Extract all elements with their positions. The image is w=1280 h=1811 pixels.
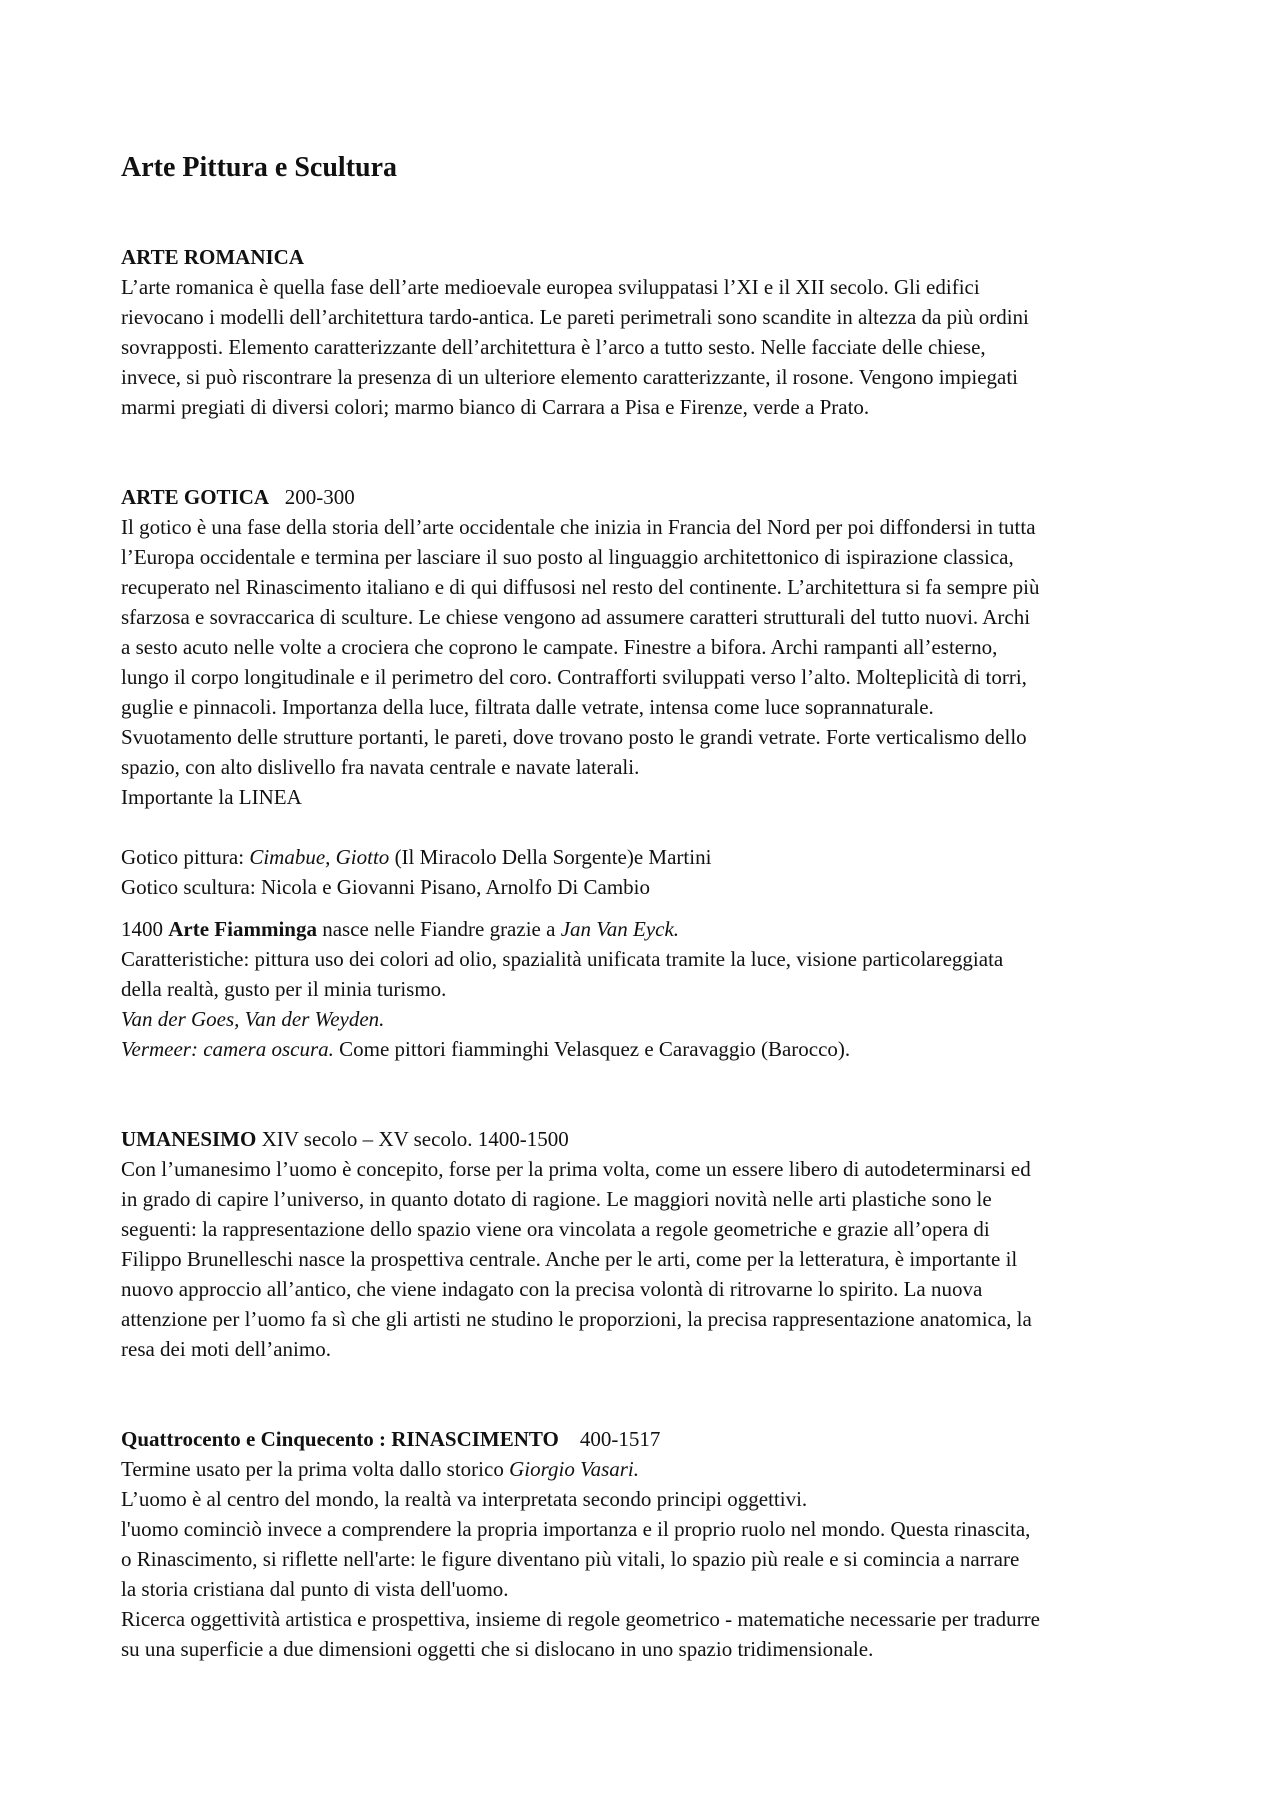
heading-gotica: ARTE GOTICA <box>121 485 270 509</box>
paragraph-line: seguenti: la rappresentazione dello spazio viene ora vincolata a regole geometriche e grazie all’opera di <box>121 1217 990 1241</box>
paragraph-line: invece, si può riscontrare la presenza di un ulteriore elemento caratterizzante, il rosone. Vengono impiegati <box>121 365 1019 389</box>
paragraph-line: guglie e pinnacoli. Importanza della luce, filtrata dalle vetrate, intensa come luce soprannaturale. <box>121 695 934 719</box>
paragraph-line: Van der Goes, Van der Weyden. <box>121 1007 385 1031</box>
heading-umanesimo: UMANESIMO <box>121 1127 257 1151</box>
years-gotica: 200-300 <box>284 485 355 509</box>
gotico-scultura-line: Gotico scultura: Nicola e Giovanni Pisano, Arnolfo Di Cambio <box>121 875 650 899</box>
paragraph-line: Con l’umanesimo l’uomo è concepito, forse per la prima volta, come un essere libero di autodeterminarsi ed <box>121 1157 1031 1181</box>
paragraph-line: Ricerca oggettività artistica e prospettiva, insieme di regole geometrico - matematiche necessarie per tradurre <box>121 1607 1040 1631</box>
paragraph-line: Importante la LINEA <box>121 785 302 809</box>
paragraph-line: lungo il corpo longitudinale e il perimetro del coro. Contrafforti sviluppati verso l’alto. Molteplicità di torri, <box>121 665 1027 689</box>
heading-fiamminga: Arte Fiamminga <box>168 917 317 941</box>
gotico-pittura-artists: Cimabue, Giotto <box>249 845 390 869</box>
paragraph-line: Caratteristiche: pittura uso dei colori ad olio, spazialità unificata tramite la luce, visione particolareggiata <box>121 947 1004 971</box>
paragraph-line: la storia cristiana dal punto di vista dell'uomo. <box>121 1577 509 1601</box>
paragraph-line: L’uomo è al centro del mondo, la realtà va interpretata secondo principi oggettivi. <box>121 1487 808 1511</box>
paragraph-line: l’Europa occidentale e termina per lasciare il suo posto al linguaggio architettonico di ispirazione classica, <box>121 545 1014 569</box>
paragraph-line: spazio, con alto dislivello fra navata centrale e navate laterali. <box>121 755 640 779</box>
paragraph-line: l'uomo cominciò invece a comprendere la propria importanza e il proprio ruolo nel mondo. Questa rinascita, <box>121 1517 1031 1541</box>
paragraph-line: sovrapposti. Elemento caratterizzante dell’architettura è l’arco a tutto sesto. Nelle facciate delle chiese, <box>121 335 986 359</box>
paragraph-line: sfarzosa e sovraccarica di sculture. Le chiese vengono ad assumere caratteri strutturali del tutto nuovi. Archi <box>121 605 1031 629</box>
heading-rinascimento: Quattrocento e Cinquecento : RINASCIMENTO <box>121 1427 559 1451</box>
gotico-pittura-line: Gotico pittura: Cimabue, Giotto (Il Miracolo Della Sorgente)e Martini <box>121 845 712 869</box>
paragraph-line: Svuotamento delle strutture portanti, le pareti, dove trovano posto le grandi vetrate. Forte verticalismo dello <box>121 725 1027 749</box>
paragraph-line: attenzione per l’uomo fa sì che gli artisti ne studino le proporzioni, la precisa rappresentazione anatomica, la <box>121 1307 1032 1331</box>
paragraph-line: Termine usato per la prima volta dallo storico Giorgio Vasari. <box>121 1457 640 1481</box>
document-title: Arte Pittura e Scultura <box>121 152 398 183</box>
section-fiamminga <box>121 914 1160 1064</box>
paragraph-line: Vermeer: camera oscura. Come pittori fiamminghi Velasquez e Caravaggio (Barocco). <box>121 1037 851 1061</box>
years-rinascimento: 400-1517 <box>579 1427 661 1451</box>
vasari-name: Giorgio Vasari. <box>509 1457 640 1481</box>
section-gotica <box>121 482 1160 902</box>
section-romanica <box>121 242 1160 422</box>
heading-rinascimento-line <box>121 1424 1160 1454</box>
paragraph-line: su una superficie a due dimensioni oggetti che si dislocano in uno spazio tridimensionale. <box>121 1637 874 1661</box>
paragraph-line: o Rinascimento, si riflette nell'arte: le figure diventano più vitali, lo spazio più reale e si comincia a narrare <box>121 1547 1020 1571</box>
paragraph-line: della realtà, gusto per il minia turismo. <box>121 977 447 1001</box>
paragraph-line: recuperato nel Rinascimento italiano e di qui diffusosi nel resto del continente. L’architettura si fa sempre più <box>121 575 1040 599</box>
paragraph-line: marmi pregiati di diversi colori; marmo bianco di Carrara a Pisa e Firenze, verde a Prato. <box>121 395 870 419</box>
paragraph-line: Filippo Brunelleschi nasce la prospettiva centrale. Anche per le arti, come per la letteratura, è importante il <box>121 1247 1018 1271</box>
paragraph-line: in grado di capire l’universo, in quanto dotato di ragione. Le maggiori novità nelle arti plastiche sono le <box>121 1187 992 1211</box>
fiamminga-artist: Jan Van Eyck. <box>560 917 680 941</box>
section-rinascimento <box>121 1424 1160 1664</box>
paragraph-line: Il gotico è una fase della storia dell’arte occidentale che inizia in Francia del Nord per poi diffondersi in tutta <box>121 515 1036 539</box>
fiamminga-intro-line: 1400 Arte Fiamminga nasce nelle Fiandre grazie a Jan Van Eyck. <box>121 917 680 941</box>
section-umanesimo <box>121 1124 1160 1364</box>
paragraph-line: resa dei moti dell’animo. <box>121 1337 331 1361</box>
paragraph-line: rievocano i modelli dell’architettura tardo-antica. Le pareti perimetrali sono scandite in altezza da più ordini <box>121 305 1029 329</box>
years-umanesimo: XIV secolo – XV secolo. 1400-1500 <box>256 1127 569 1151</box>
paragraph-line: a sesto acuto nelle volte a crociera che coprono le campate. Finestre a bifora. Archi rampanti all’esterno, <box>121 635 998 659</box>
paragraph-line: L’arte romanica è quella fase dell’arte medioevale europea sviluppatasi l’XI e il XII secolo. Gli edifici <box>121 275 980 299</box>
heading-umanesimo-line <box>121 1124 1160 1154</box>
paragraph-line: nuovo approccio all’antico, che viene indagato con la precisa volontà di ritrovarne lo spirito. La nuova <box>121 1277 983 1301</box>
heading-gotica-line <box>121 482 1160 512</box>
heading-romanica: ARTE ROMANICA <box>121 245 305 269</box>
